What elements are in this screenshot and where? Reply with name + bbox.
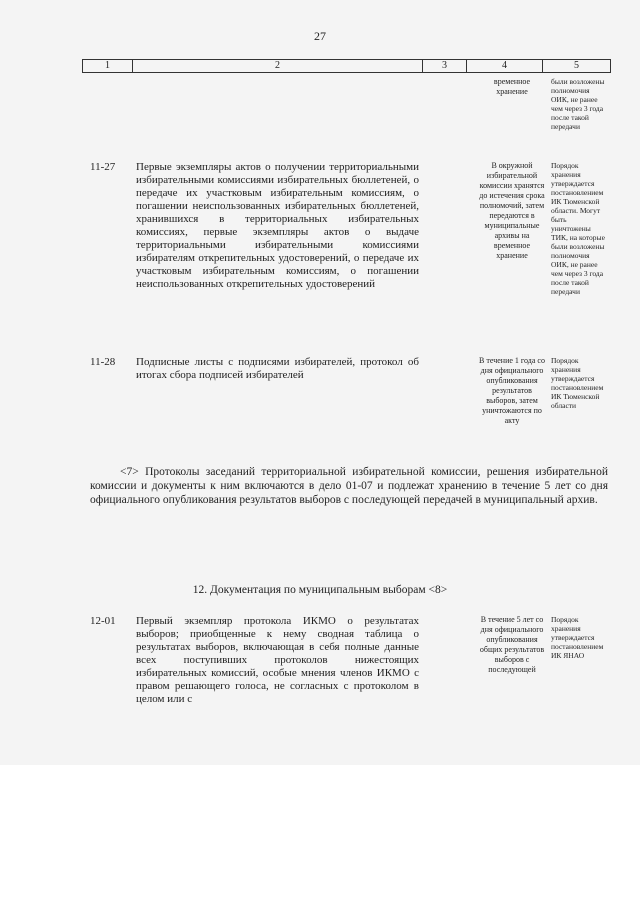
continuation-col5: были возложены полномочия ОИК, не ранее чем через 3 года после такой передачи [551,77,605,131]
blank-area [0,765,640,905]
header-col-1: 1 [83,60,133,73]
footnote-7: <7> Протоколы заседаний территориальной избирательной комиссии, решения избирательной комиссии и документы к ним включаются в дело 01-07 и подлежат хранению в течение 5 лет со дня официального опубликования результатов выборов с последующей передачей в муниципальный архив. [90,466,608,506]
continuation-col4: временное хранение [493,77,531,96]
header-col-5: 5 [543,60,611,73]
page-number: 27 [314,29,326,43]
row-number: 11-27 [90,161,116,173]
header-col-3: 3 [423,60,467,73]
row-retention-term: В окружной избирательной комиссии хранятся до истечения срока полномочий, затем передаются в муниципальные архивы на временное хранение [479,161,545,260]
row-note: Порядок хранения утверждается постановлением ИК Тюменской области [551,356,604,410]
row-retention-term: В течение 5 лет со дня официального опубликования общих результатов выборов с последующей [479,615,545,674]
row-note: Порядок хранения утверждается постановлением ИК Тюменской области. Могут быть уничтожены ТИК, на которые были возложены полномочия ОИК, не ранее чем через 3 года после такой передачи [551,161,605,296]
row-number: 11-28 [90,356,116,368]
header-col-2: 2 [133,60,423,73]
header-col-4: 4 [467,60,543,73]
row-description: Первые экземпляры актов о получении территориальными избирательными комиссиями избирательных бюллетеней, о передаче их участковым избирательным комиссиям, о погашении неиспользованных избирательных бюллетеней, хранившихся в территориальных избирательных комиссиях, первые экземпляры актов о выдаче территориальными избирательными комиссиями избирателям открепительных удостоверений, о передаче их участковым избирательным комиссиям, о погашении неиспользованных открепительных удостоверений [136,161,419,290]
row-retention-term: В течение 1 года со дня официального опубликования результатов выборов, затем уничтожаются по акту [479,356,545,425]
section-title: 12. Документация по муниципальным выборам <8> [192,584,448,596]
row-number: 12-01 [90,615,116,627]
row-description: Подписные листы с подписями избирателей, протокол об итогах сбора подписей избирателей [136,356,419,381]
column-header-table [82,59,611,73]
row-description: Первый экземпляр протокола ИКМО о результатах выборов; приобщенные к нему сводная таблица о результатах выборов, включающая в себя полные данные всех поступивших протоколов нижестоящих избирательных комиссий, особые мнения членов ИКМО с правом решающего голоса, не согласных с протоколом в целом или с [136,615,419,705]
row-note: Порядок хранения утверждается постановлением ИК ЯНАО [551,615,604,660]
